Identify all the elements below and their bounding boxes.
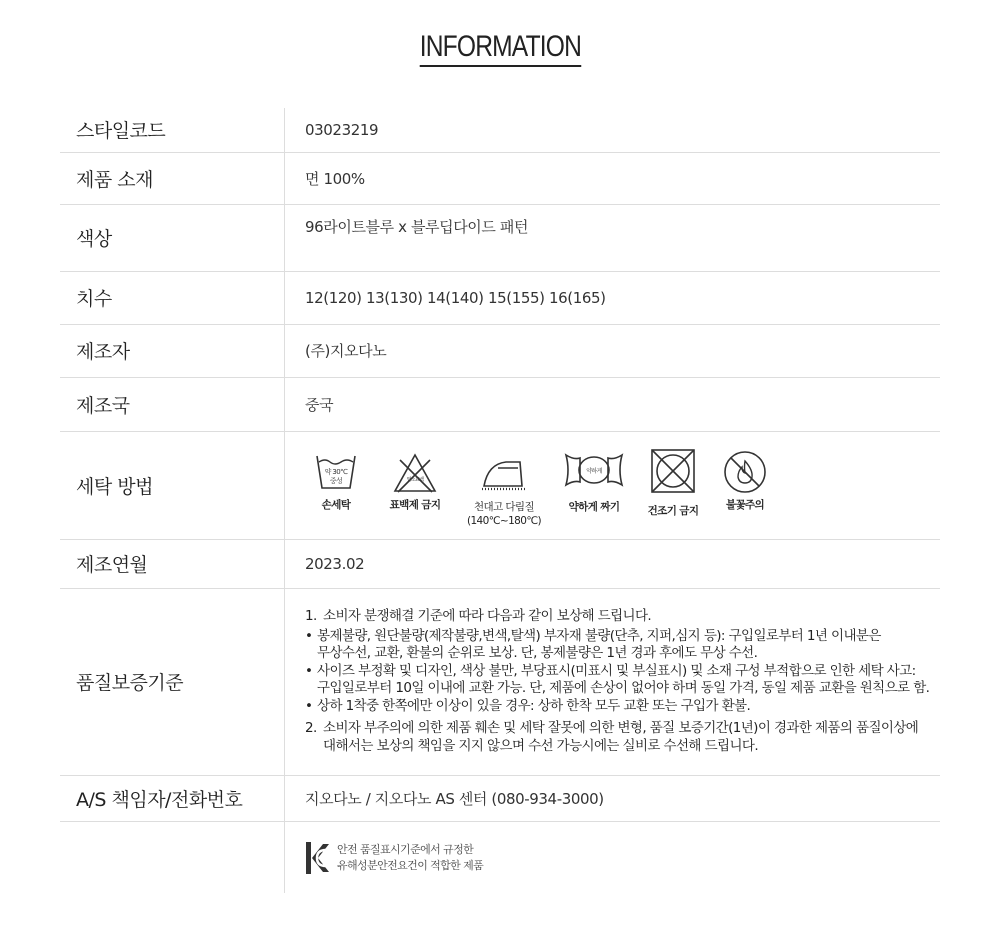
label-wring: 약하게 짜기 bbox=[568, 500, 620, 513]
kc-text-line2: 유해성분안전요건이 적합한 제품 bbox=[337, 858, 484, 872]
label-no-fire: 불꽃주의 bbox=[725, 498, 765, 511]
hand-wash-neutral: 중성 bbox=[329, 476, 343, 485]
row-country bbox=[60, 377, 940, 431]
wring-text: 약하게 bbox=[586, 467, 602, 475]
row-size bbox=[60, 271, 940, 324]
label-style-code: 스타일코드 bbox=[60, 108, 285, 152]
no-tumble-dry-icon bbox=[650, 448, 696, 494]
value-washing bbox=[285, 431, 941, 539]
kc-text bbox=[337, 842, 483, 874]
value-quality bbox=[285, 588, 941, 775]
kc-logo-icon bbox=[305, 840, 331, 876]
quality-item-2: 2. 소비자 부주의에 의한 제품 훼손 및 세탁 잘못에 의한 변형, 품질 보증기간(1년)이 경과한 제품의 품질이상에 대해서는 보상의 책임을 지지 않으며 수선 가능시에는 실비로 수선해 드립니다. bbox=[305, 720, 919, 754]
value-manufacturer: (주)지오다노 bbox=[285, 324, 941, 377]
label-material: 제품 소재 bbox=[60, 152, 285, 204]
value-kc bbox=[285, 821, 941, 893]
label-date: 제조연월 bbox=[60, 539, 285, 588]
label-manufacturer: 제조자 bbox=[60, 324, 285, 377]
label-quality: 품질보증기준 bbox=[60, 588, 285, 775]
label-washing: 세탁 방법 bbox=[60, 431, 285, 539]
label-size: 치수 bbox=[60, 271, 285, 324]
washing-icons bbox=[305, 452, 940, 528]
kc-text-line1: 안전 품질표시기준에서 규정한 bbox=[337, 842, 474, 856]
label-color: 색상 bbox=[60, 204, 285, 271]
hand-wash-temp: 약 30℃ bbox=[324, 467, 348, 476]
row-as bbox=[60, 775, 940, 821]
wash-item-dry bbox=[637, 448, 709, 518]
page-title-wrap bbox=[0, 30, 1000, 67]
label-no-bleach: 표백제 금지 bbox=[389, 498, 441, 511]
value-country: 중국 bbox=[285, 377, 941, 431]
label-kc bbox=[60, 821, 285, 893]
quality-bullet-1: • 봉제불량, 원단불량(제작불량,변색,탈색) 부자재 불량(단추, 지퍼,심지 등): 구입일로부터 1년 이내분은 무상수선, 교환, 환불의 순위로 보상. 단, 봉제불량은 1년 경과 후에도 무상 수선. bbox=[305, 627, 881, 661]
row-manufacturer bbox=[60, 324, 940, 377]
row-washing bbox=[60, 431, 940, 539]
label-no-dry: 건조기 금지 bbox=[647, 504, 699, 517]
no-fire-icon bbox=[723, 450, 767, 494]
wash-item-wring bbox=[551, 452, 637, 514]
value-date: 2023.02 bbox=[285, 539, 941, 588]
hand-wash-icon bbox=[314, 452, 358, 492]
label-as: A/S 책임자/전화번호 bbox=[60, 775, 285, 821]
row-date bbox=[60, 539, 940, 588]
value-as: 지오다노 / 지오다노 AS 센터 (080-934-3000) bbox=[285, 775, 941, 821]
row-style-code bbox=[60, 108, 940, 152]
wash-item-bleach bbox=[375, 452, 455, 512]
quality-text bbox=[305, 608, 940, 755]
row-quality bbox=[60, 588, 940, 775]
no-bleach-text: 염소표백 bbox=[406, 476, 424, 483]
row-color bbox=[60, 204, 940, 271]
label-iron-temp: (140℃~180℃) bbox=[466, 514, 542, 527]
info-table bbox=[60, 108, 940, 893]
kc-mark bbox=[305, 840, 940, 876]
wash-item-iron bbox=[459, 452, 549, 528]
quality-bullet-2: • 사이즈 부정확 및 디자인, 색상 불만, 부당표시(미표시 및 부실표시) 및 소재 구성 부적합으로 인한 세탁 사고: 구입일로부터 10일 이내에 교환 가능. 단, 제품에 손상이 없어야 하며 동일 가격, 동일 제품 교환을 원칙으로 함. bbox=[305, 662, 930, 696]
row-kc bbox=[60, 821, 940, 893]
quality-bullet-3: • 상하 1착중 한쪽에만 이상이 있을 경우: 상하 한착 모두 교환 또는 구입가 환불. bbox=[305, 697, 751, 714]
label-hand-wash: 손세탁 bbox=[321, 498, 351, 511]
row-material bbox=[60, 152, 940, 204]
wash-item-fire bbox=[715, 450, 775, 512]
label-country: 제조국 bbox=[60, 377, 285, 431]
value-color: 96라이트블루 x 블루딥다이드 패턴 bbox=[285, 204, 941, 271]
label-iron: 천대고 다림질 bbox=[474, 500, 534, 513]
iron-icon bbox=[478, 452, 530, 492]
value-style-code: 03023219 bbox=[285, 108, 941, 152]
value-size: 12(120) 13(130) 14(140) 15(155) 16(165) bbox=[285, 271, 941, 324]
wash-item-hand bbox=[301, 452, 371, 512]
no-bleach-icon bbox=[392, 452, 438, 494]
page-title: INFORMATION bbox=[419, 30, 580, 67]
value-material: 면 100% bbox=[285, 152, 941, 204]
wring-gently-icon bbox=[564, 452, 624, 488]
quality-item-1: 1. 소비자 분쟁해결 기준에 따라 다음과 같이 보상해 드립니다. bbox=[305, 608, 652, 624]
